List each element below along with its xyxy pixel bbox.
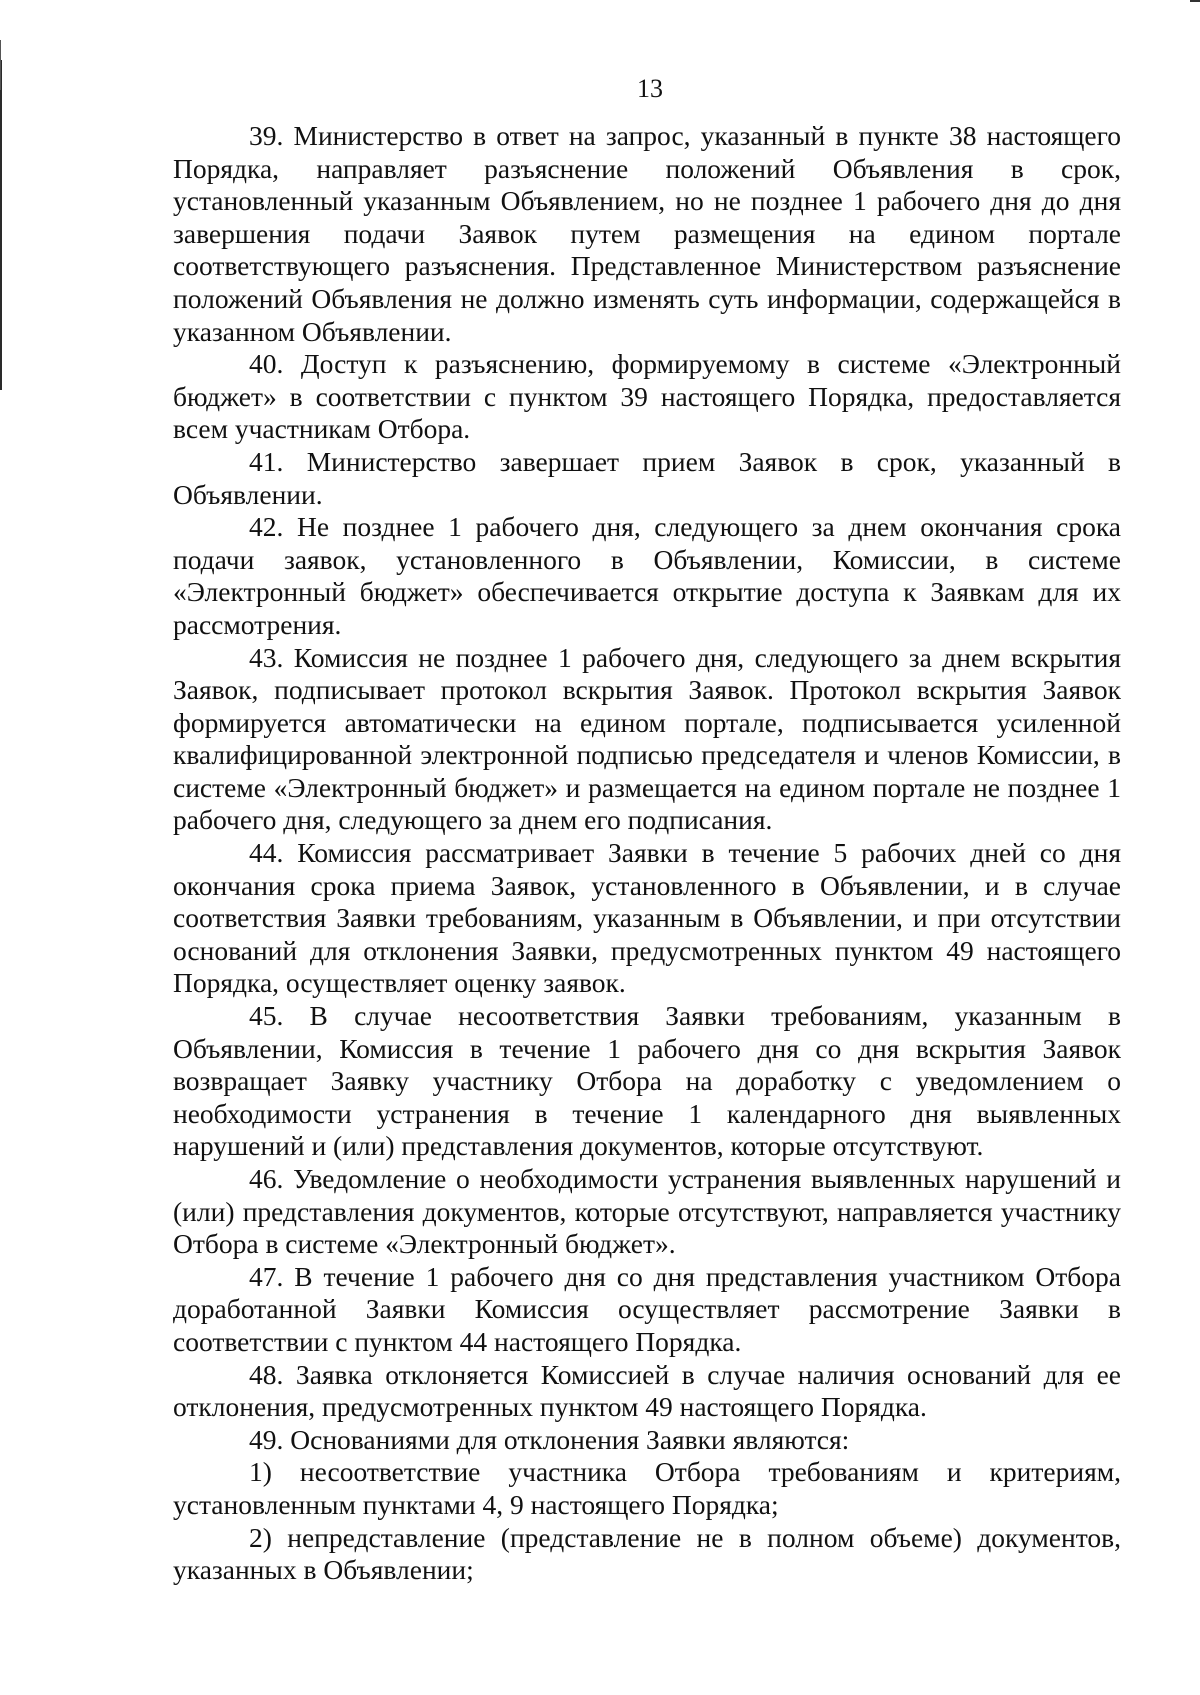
- paragraph-46: 46. Уведомление о необходимости устранения выявленных нарушений и (или) представления документов, которые отсутствуют, направляется участнику Отбора в системе «Электронный бюджет».: [173, 1163, 1121, 1260]
- document-body: [173, 120, 1121, 1587]
- paragraph-42: 42. Не позднее 1 рабочего дня, следующего за днем окончания срока подачи заявок, установленного в Объявлении, Комиссии, в системе «Электронный бюджет» обеспечивается открытие доступа к Заявкам для их рассмотрения.: [173, 511, 1121, 640]
- list-item-1: 1) несоответствие участника Отбора требованиям и критериям, установленным пунктами 4, 9 настоящего Порядка;: [173, 1456, 1121, 1520]
- paragraph-44: 44. Комиссия рассматривает Заявки в течение 5 рабочих дней со дня окончания срока приема Заявок, установленного в Объявлении, и в случае соответствия Заявки требованиям, указанным в Объявлении, и при отсутствии оснований для отклонения Заявки, предусмотренных пунктом 49 настоящего Порядка, осуществляет оценку заявок.: [173, 837, 1121, 999]
- paragraph-43: 43. Комиссия не позднее 1 рабочего дня, следующего за днем вскрытия Заявок, подписывает протокол вскрытия Заявок. Протокол вскрытия Заявок формируется автоматически на едином портале, подписывается усиленной квалифицированной электронной подписью председателя и членов Комиссии, в системе «Электронный бюджет» и размещается на едином портале не позднее 1 рабочего дня, следующего за днем его подписания.: [173, 641, 1121, 836]
- scan-edge-mark: [0, 60, 2, 390]
- paragraph-40: 40. Доступ к разъяснению, формируемому в системе «Электронный бюджет» в соответствии с пунктом 39 настоящего Порядка, предоставляется всем участникам Отбора.: [173, 348, 1121, 445]
- page-number: 13: [637, 74, 663, 103]
- paragraph-41: 41. Министерство завершает прием Заявок в срок, указанный в Объявлении.: [173, 445, 1121, 510]
- paragraph-49: 49. Основаниями для отклонения Заявки являются:: [249, 1423, 850, 1455]
- scan-edge-mark: [1190, 0, 1200, 2]
- paragraph-48: 48. Заявка отклоняется Комиссией в случае наличия оснований для ее отклонения, предусмотренных пунктом 49 настоящего Порядка.: [173, 1358, 1121, 1423]
- paragraph-45: 45. В случае несоответствия Заявки требованиям, указанным в Объявлении, Комиссия в течение 1 рабочего дня со дня вскрытия Заявок возвращает Заявку участнику Отбора на доработку с уведомлением о необходимости устранения в течение 1 календарного дня выявленных нарушений и (или) представления документов, которые отсутствуют.: [173, 1000, 1121, 1162]
- paragraph-47: 47. В течение 1 рабочего дня со дня представления участником Отбора доработанной Заявки Комиссия осуществляет рассмотрение Заявки в соответствии с пунктом 44 настоящего Порядка.: [173, 1260, 1121, 1357]
- paragraph-39: 39. Министерство в ответ на запрос, указанный в пункте 38 настоящего Порядка, направляет разъяснение положений Объявления в срок, установленный указанным Объявлением, но не позднее 1 рабочего дня до дня завершения подачи Заявок путем размещения на едином портале соответствующего разъяснения. Представленное Министерством разъяснение положений Объявления не должно изменять суть информации, содержащейся в указанном Объявлении.: [173, 120, 1121, 347]
- list-item-2: 2) непредставление (представление не в полном объеме) документов, указанных в Объявлении;: [173, 1521, 1121, 1586]
